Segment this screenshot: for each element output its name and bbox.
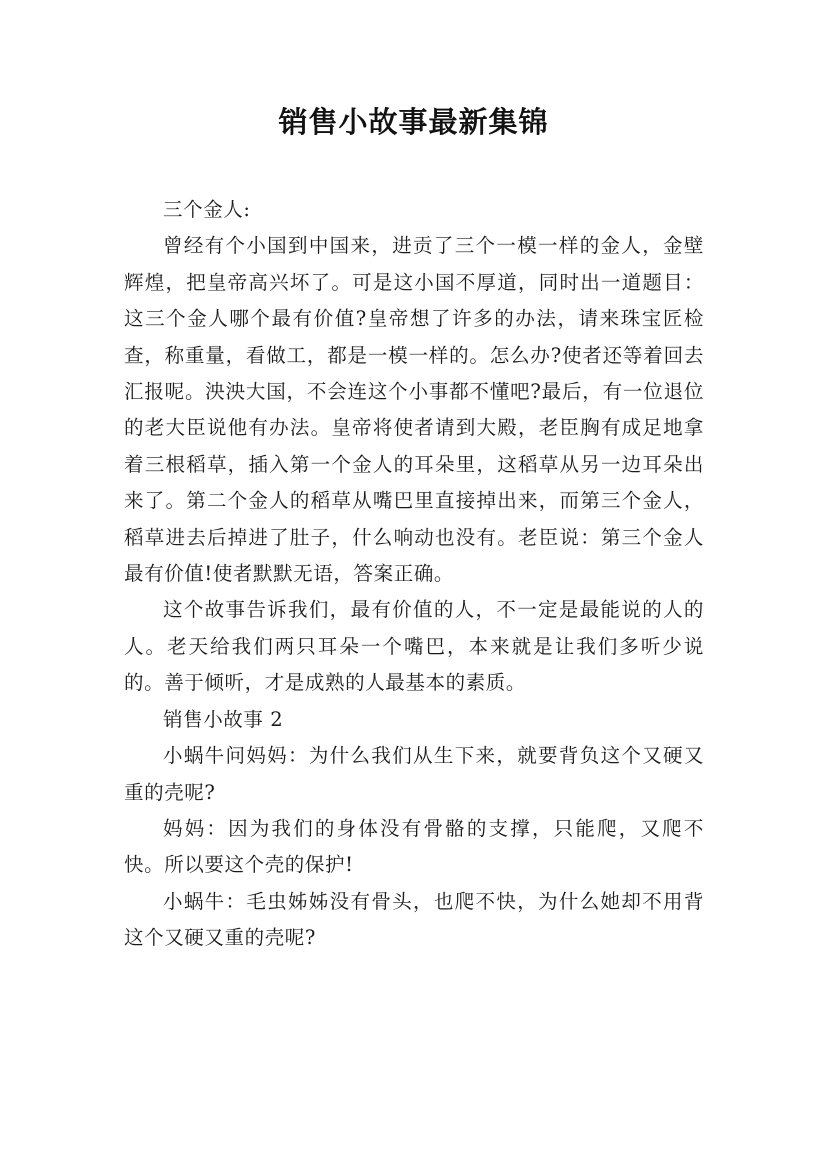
paragraph-section-heading: 三个金人: (163, 198, 251, 221)
document-body (124, 192, 704, 957)
paragraph: 小蜗牛问妈妈：为什么我们从生下来，就要背负这个又硬又重的壳呢? (124, 744, 704, 804)
document-title: 销售小故事最新集锦 (278, 105, 549, 139)
paragraph: 这个故事告诉我们，最有价值的人，不一定是最能说的人的人。老天给我们两只耳朵一个嘴巴，本来就是让我们多听少说的。善于倾听，才是成熟的人最基本的素质。 (124, 598, 704, 695)
paragraph: 曾经有个小国到中国来，进贡了三个一模一样的金人，金壁辉煌，把皇帝高兴坏了。可是这小国不厚道，同时出一道题目：这三个金人哪个最有价值?皇帝想了许多的办法，请来珠宝匠检查，称重量，看做工，都是一模一样的。怎么办?使者还等着回去汇报呢。泱泱大国，不会连这个小事都不懂吧?最后，有一位退位的老大臣说他有办法。皇帝将使者请到大殿，老臣胸有成足地拿着三根稻草，插入第一个金人的耳朵里，这稻草从另一边耳朵出来了。第二个金人的稻草从嘴巴里直接掉出来，而第三个金人，稻草进去后掉进了肚子，什么响动也没有。老臣说：第三个金人最有价值!使者默默无语，答案正确。 (124, 234, 704, 586)
paragraph: 妈妈：因为我们的身体没有骨骼的支撑，只能爬，又爬不快。所以要这个壳的保护! (124, 816, 704, 877)
paragraph-section-heading: 销售小故事 2 (163, 707, 284, 731)
paragraph: 小蜗牛：毛虫姊姊没有骨头，也爬不快，为什么她却不用背这个又硬又重的壳呢? (124, 889, 704, 950)
